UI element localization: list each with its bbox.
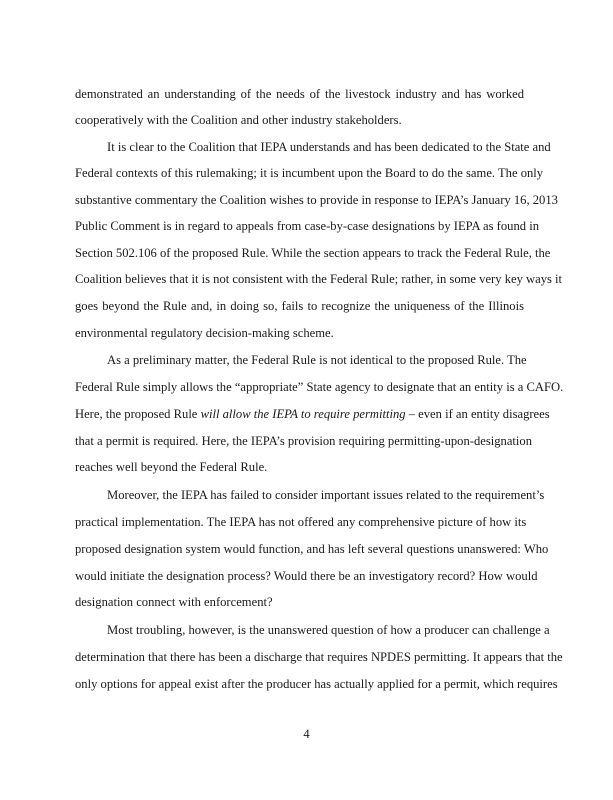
text-line: that a permit is required. Here, the IEPA’s provision requiring permitting-upon-designation — [75, 434, 533, 448]
text-line: Federal Rule simply allows the “appropriate” State agency to designate that an entity is a CAFO. — [75, 380, 564, 394]
italic-text-run: will allow the IEPA to require permitting — [200, 407, 406, 421]
text-line: practical implementation. The IEPA has not offered any comprehensive picture of how its — [75, 515, 527, 529]
text-line: environmental regulatory decision-making scheme. — [75, 326, 334, 340]
text-run: – even if an entity disagrees — [405, 407, 550, 421]
page-number: 4 — [303, 727, 310, 741]
text-line: As a preliminary matter, the Federal Rule is not identical to the proposed Rule. The — [107, 353, 527, 367]
text-line-emphasis — [75, 407, 550, 421]
text-line: designation connect with enforcement? — [75, 595, 273, 609]
text-line: Coalition believes that it is not consistent with the Federal Rule; rather, in some very key ways it — [75, 272, 563, 286]
text-line: would initiate the designation process? Would there be an investigatory record? How would — [75, 569, 538, 583]
text-line: It is clear to the Coalition that IEPA understands and has been dedicated to the State and — [107, 140, 551, 154]
text-line: Public Comment is in regard to appeals from case-by-case designations by IEPA as found in — [75, 219, 540, 233]
text-line: Most troubling, however, is the unanswered question of how a producer can challenge a — [107, 623, 550, 637]
text-line: goes beyond the Rule and, in doing so, fails to recognize the uniqueness of the Illinois — [75, 299, 524, 313]
text-line: Moreover, the IEPA has failed to consider important issues related to the requirement’s — [107, 488, 545, 502]
text-line: Federal contexts of this rulemaking; it is incumbent upon the Board to do the same. The only — [75, 166, 544, 180]
text-line: determination that there has been a discharge that requires NPDES permitting. It appears that the — [75, 650, 563, 664]
text-line: proposed designation system would function, and has left several questions unanswered: Who — [75, 542, 549, 556]
text-line: cooperatively with the Coalition and other industry stakeholders. — [75, 113, 402, 127]
text-run: Here, the proposed Rule — [75, 407, 201, 421]
text-line: Section 502.106 of the proposed Rule. While the section appears to track the Federal Rule, the — [75, 246, 551, 260]
text-line: only options for appeal exist after the producer has actually applied for a permit, which requires — [75, 677, 558, 691]
text-line: substantive commentary the Coalition wishes to provide in response to IEPA’s January 16, 2013 — [75, 193, 558, 207]
text-line: demonstrated an understanding of the needs of the livestock industry and has worked — [75, 87, 524, 101]
text-line: reaches well beyond the Federal Rule. — [75, 460, 268, 474]
